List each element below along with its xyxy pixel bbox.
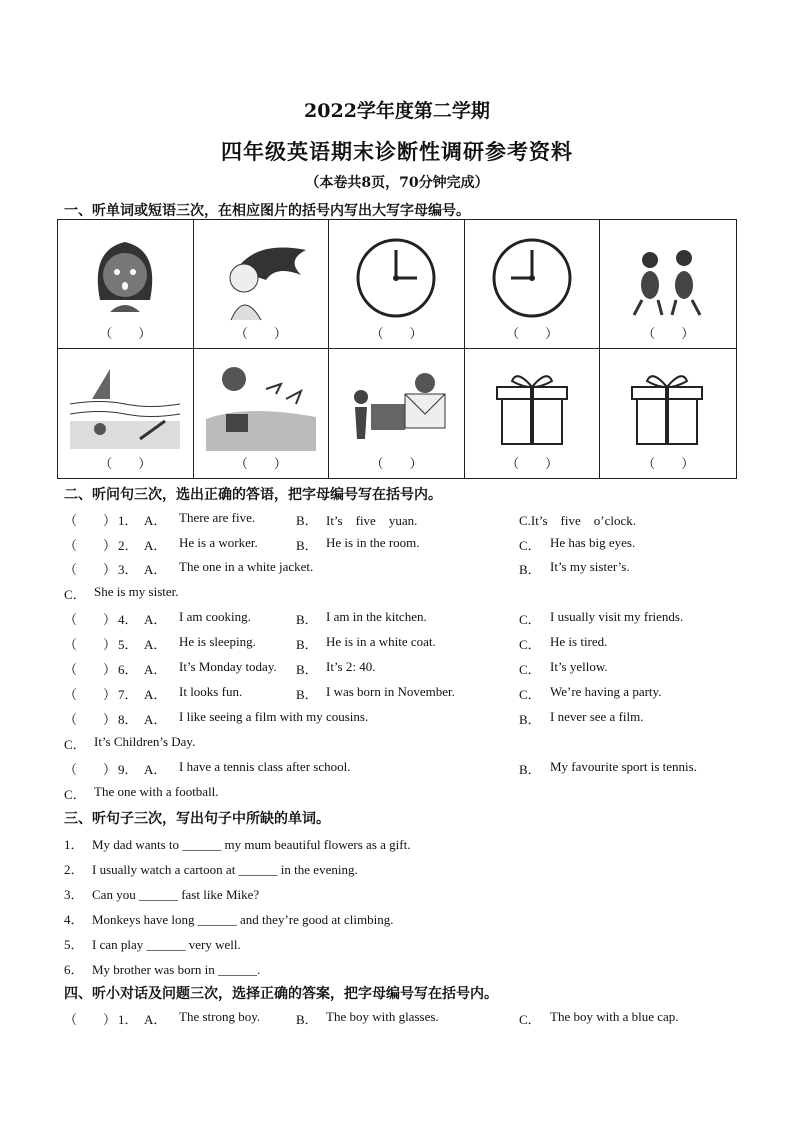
option-a-text: It looks fun. — [179, 684, 243, 699]
option-a-text: The one in a white jacket. — [179, 559, 314, 574]
beach-scene-icon — [70, 359, 180, 451]
section4-heading: 四、听小对话及问题三次，选择正确的答案，把字母编号写在括号内。 — [64, 986, 498, 1002]
answer-paren[interactable]: （ ） — [64, 562, 117, 577]
picture-cell — [194, 220, 330, 349]
countryside-scene-icon — [206, 359, 316, 451]
option-a-text: It’s Monday today. — [179, 659, 277, 674]
picture-cell — [58, 349, 194, 478]
option-b-label: B． — [296, 513, 318, 528]
answer-paren[interactable]: （ ） — [234, 327, 287, 342]
item-number: 3． — [64, 887, 84, 902]
section3-heading: 三、听句子三次，写出句子中所缺的单词。 — [64, 811, 330, 827]
question-row — [64, 609, 744, 629]
item-number: 5． — [64, 937, 84, 952]
fill-blank-item — [64, 884, 259, 903]
option-a-text: I like seeing a film with my cousins. — [179, 709, 369, 724]
answer-paren[interactable]: （ ） — [99, 457, 152, 472]
item-number: 4． — [64, 912, 84, 927]
option-b-text: I was born in November. — [326, 684, 455, 699]
picture-grid — [57, 219, 737, 479]
question-row-continued — [64, 784, 744, 804]
question-number: 7． — [118, 687, 138, 702]
gift-box-icon — [612, 359, 722, 451]
answer-paren[interactable]: （ ） — [506, 327, 559, 342]
option-a-label: A． — [144, 538, 167, 553]
answer-paren[interactable]: （ ） — [64, 1012, 117, 1027]
question-row — [64, 759, 744, 779]
option-c-label: C． — [519, 1012, 541, 1027]
question-row — [64, 535, 744, 555]
clock-three-icon — [341, 230, 451, 322]
question-number: 3． — [118, 562, 138, 577]
fill-blank-item — [64, 959, 260, 978]
answer-paren[interactable]: （ ） — [64, 687, 117, 702]
answer-paren[interactable]: （ ） — [64, 712, 117, 727]
option-c-text: The one with a football. — [94, 784, 219, 799]
option-c-label: C． — [519, 687, 541, 702]
option-a-text: I have a tennis class after school. — [179, 759, 351, 774]
answer-paren[interactable]: （ ） — [370, 327, 423, 342]
option-c-text: We’re having a party. — [550, 684, 662, 699]
picture-cell — [329, 349, 465, 478]
option-b-text: I am in the kitchen. — [326, 609, 427, 624]
answer-paren[interactable]: （ ） — [64, 762, 117, 777]
option-b-label: B． — [519, 712, 541, 727]
option-c-text: She is my sister. — [94, 584, 179, 599]
answer-paren[interactable]: （ ） — [64, 662, 117, 677]
answer-paren[interactable]: （ ） — [99, 327, 152, 342]
option-b-text: I never see a film. — [550, 709, 644, 724]
option-a-label: A． — [144, 687, 167, 702]
question-number: 9． — [118, 762, 138, 777]
option-b-label: B． — [296, 687, 318, 702]
woman-long-hair-icon — [206, 230, 316, 322]
option-a-label: A． — [144, 712, 167, 727]
option-c-text: He is tired. — [550, 634, 608, 649]
option-b-label: B． — [296, 612, 318, 627]
option-b-label: B． — [519, 762, 541, 777]
ants-dancing-icon — [612, 230, 722, 322]
question-number: 1． — [118, 1012, 138, 1027]
option-c-text: It’s Children’s Day. — [94, 734, 196, 749]
picture-cell — [465, 349, 601, 478]
option-c-label: C． — [519, 662, 541, 677]
question-row — [64, 634, 744, 654]
option-a-text: There are five. — [179, 510, 256, 525]
picture-cell — [600, 349, 736, 478]
answer-paren[interactable]: （ ） — [642, 327, 695, 342]
item-text[interactable]: I usually watch a cartoon at ______ in the evening. — [92, 862, 358, 877]
option-b-label: B． — [519, 562, 541, 577]
answer-paren[interactable]: （ ） — [506, 457, 559, 472]
answer-paren[interactable]: （ ） — [64, 612, 117, 627]
answer-paren[interactable]: （ ） — [234, 457, 287, 472]
question-row — [64, 510, 744, 530]
question-row — [64, 709, 744, 729]
picture-cell — [329, 220, 465, 349]
option-b-text: He is in a white coat. — [326, 634, 436, 649]
question-number: 4． — [118, 612, 138, 627]
option-c-text: It’s yellow. — [550, 659, 608, 674]
picture-cell — [194, 349, 330, 478]
option-c-label: C． — [64, 587, 86, 602]
answer-paren[interactable]: （ ） — [64, 513, 117, 528]
question-number: 1． — [118, 513, 138, 528]
option-c-text: The boy with a blue cap. — [550, 1009, 679, 1024]
option-c-label: C． — [64, 787, 86, 802]
option-a-text: I am cooking. — [179, 609, 251, 624]
option-c-text: He has big eyes. — [550, 535, 636, 550]
question-row-continued — [64, 584, 744, 604]
fill-blank-item — [64, 834, 410, 853]
item-text[interactable]: My brother was born in ______. — [92, 962, 261, 977]
fill-blank-item — [64, 859, 358, 878]
question-row-continued — [64, 734, 744, 754]
option-a-label: A． — [144, 562, 167, 577]
option-b-label: B． — [296, 637, 318, 652]
item-text[interactable]: My dad wants to ______ my mum beautiful flowers as a gift. — [92, 837, 411, 852]
option-b-text: The boy with glasses. — [326, 1009, 439, 1024]
question-number: 6． — [118, 662, 138, 677]
question-number: 8． — [118, 712, 138, 727]
gift-box-icon — [477, 359, 587, 451]
option-a-text: He is a worker. — [179, 535, 258, 550]
option-c-label: C． — [519, 637, 541, 652]
option-b-text: He is in the room. — [326, 535, 420, 550]
item-number: 2． — [64, 862, 84, 877]
option-a-label: A． — [144, 662, 167, 677]
option-b-text: It’s five yuan. — [326, 513, 418, 528]
option-b-label: B． — [296, 662, 318, 677]
question-row — [64, 1009, 744, 1029]
fill-blank-item — [64, 934, 241, 953]
question-row — [64, 684, 744, 704]
item-text[interactable]: Can you ______ fast like Mike? — [92, 887, 260, 902]
option-b-label: B． — [296, 1012, 318, 1027]
answer-paren[interactable]: （ ） — [370, 457, 423, 472]
option-a-text: The strong boy. — [179, 1009, 261, 1024]
item-text[interactable]: Monkeys have long ______ and they’re good at climbing. — [92, 912, 394, 927]
section1-heading: 一、听单词或短语三次，在相应图片的括号内写出大写字母编号。 — [64, 203, 470, 219]
option-c-label: C． — [64, 737, 86, 752]
item-number: 1． — [64, 837, 84, 852]
picture-cell — [58, 220, 194, 349]
option-b-text: It’s my sister’s. — [550, 559, 630, 574]
picture-cell — [600, 220, 736, 349]
option-a-label: A． — [144, 762, 167, 777]
option-c-label: C． — [519, 538, 541, 553]
question-row — [64, 659, 744, 679]
question-number: 2． — [118, 538, 138, 553]
option-c-label: C． — [519, 612, 541, 627]
option-b-text: My favourite sport is tennis. — [550, 759, 697, 774]
question-number: 5． — [118, 637, 138, 652]
option-a-label: A． — [144, 637, 167, 652]
item-text[interactable]: I can play ______ very well. — [92, 937, 241, 952]
item-number: 6． — [64, 962, 84, 977]
question-row — [64, 559, 744, 579]
answer-paren[interactable]: （ ） — [64, 538, 117, 553]
computer-email-icon — [341, 359, 451, 451]
answer-paren[interactable]: （ ） — [642, 457, 695, 472]
exam-main-title: 四年级英语期末诊断性调研参考资料 — [221, 139, 573, 164]
clock-nine-icon — [477, 230, 587, 322]
exam-subtitle: （本卷共8页，70分钟完成） — [305, 175, 489, 191]
answer-paren[interactable]: （ ） — [64, 637, 117, 652]
option-a-label: A． — [144, 1012, 167, 1027]
girl-face-icon — [70, 230, 180, 322]
option-a-label: A． — [144, 513, 167, 528]
exam-year-title: 2022学年度第二学期 — [304, 100, 490, 122]
option-c-text: I usually visit my friends. — [550, 609, 684, 624]
section2-heading: 二、听问句三次，选出正确的答语，把字母编号写在括号内。 — [64, 487, 442, 503]
option-c-text: C.It’s five o’clock. — [519, 513, 636, 528]
option-b-label: B． — [296, 538, 318, 553]
picture-cell — [465, 220, 601, 349]
option-b-text: It’s 2: 40. — [326, 659, 376, 674]
fill-blank-item — [64, 909, 393, 928]
option-a-text: He is sleeping. — [179, 634, 256, 649]
option-a-label: A． — [144, 612, 167, 627]
